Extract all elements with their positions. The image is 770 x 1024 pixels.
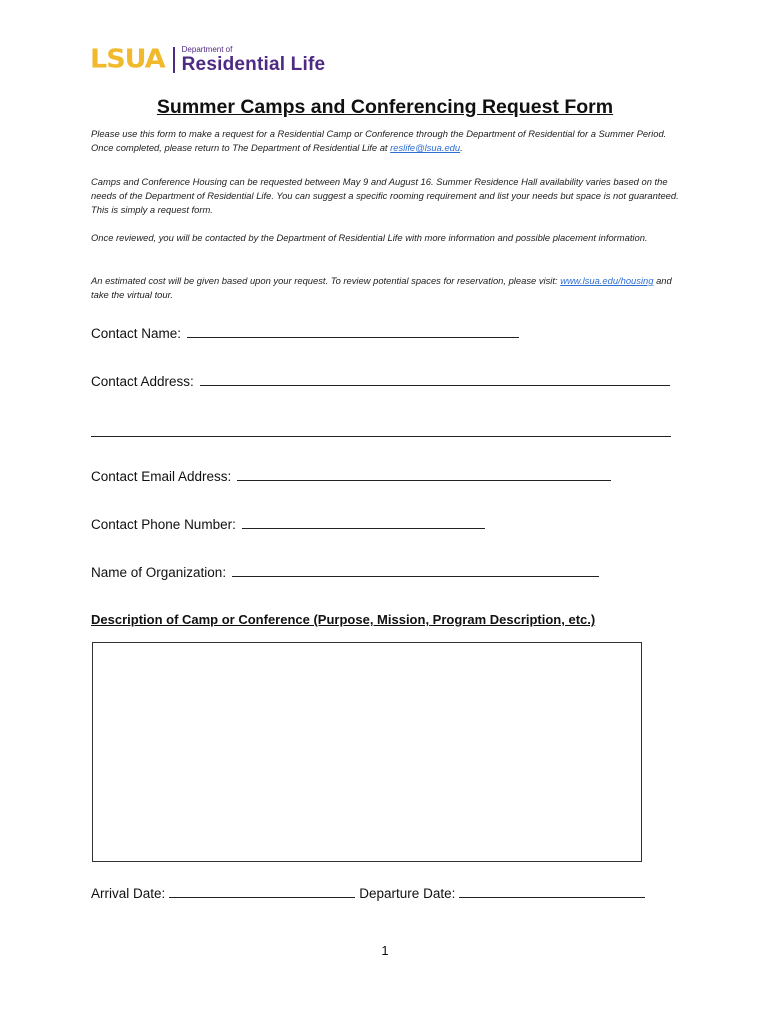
- housing-link[interactable]: www.lsua.edu/housing: [560, 275, 654, 286]
- contact-address-label: Contact Address:: [91, 374, 194, 389]
- review-paragraph: Once reviewed, you will be contacted by the Department of Residential Life with more information and possible placement information.: [91, 232, 648, 243]
- contact-phone-field[interactable]: [91, 517, 485, 532]
- contact-name-label: Contact Name:: [91, 326, 182, 341]
- organization-label: Name of Organization:: [91, 565, 227, 580]
- departure-date-label: Departure Date:: [359, 886, 456, 901]
- organization-field[interactable]: [91, 565, 599, 580]
- contact-address-line-2[interactable]: [91, 436, 671, 437]
- contact-phone-label: Contact Phone Number:: [91, 517, 236, 532]
- contact-phone-line[interactable]: [242, 527, 485, 529]
- intro-paragraph: Please use this form to make a request for a Residential Camp or Conference through the Department of Residential for a Summer Period. Once completed, please return to The Department of Residential Life at reslife@lsua.edu.: [91, 128, 667, 153]
- contact-name-field[interactable]: [91, 326, 519, 341]
- contact-name-line[interactable]: [187, 336, 519, 338]
- arrival-date-label: Arrival Date:: [91, 886, 166, 901]
- form-title: Summer Camps and Conferencing Request Form: [156, 96, 614, 118]
- reslife-email-link[interactable]: reslife@lsua.edu: [390, 142, 461, 153]
- contact-address-line[interactable]: [200, 384, 670, 386]
- page-number: 1: [381, 943, 389, 958]
- organization-line[interactable]: [232, 575, 599, 577]
- logo-divider: [173, 47, 175, 73]
- contact-email-label: Contact Email Address:: [91, 469, 232, 484]
- arrival-date-line[interactable]: [169, 896, 355, 898]
- availability-paragraph: Camps and Conference Housing can be requested between May 9 and August 16. Summer Residence Hall availability varies based on the needs of the Department of Residential Life. You can suggest a specific rooming requirement and list your needs but space is not guaranteed. This is simply a request form.: [91, 176, 679, 215]
- contact-address-field[interactable]: [91, 374, 670, 389]
- logo-dept-label: Department of: [181, 45, 233, 54]
- dates-row: [91, 886, 649, 901]
- lsua-residential-life-logo: [90, 45, 325, 75]
- contact-email-field[interactable]: [91, 469, 611, 484]
- departure-date-line[interactable]: [459, 896, 645, 898]
- contact-email-line[interactable]: [237, 479, 611, 481]
- logo-department-text: [182, 46, 326, 74]
- lsua-logo-mark: LSUA: [90, 44, 165, 75]
- logo-dept-name: Residential Life: [181, 54, 326, 75]
- description-textbox[interactable]: [92, 642, 642, 862]
- description-heading: Description of Camp or Conference (Purpose, Mission, Program Description, etc.): [91, 612, 596, 627]
- cost-paragraph: An estimated cost will be given based upon your request. To review potential spaces for reservation, please visit: www.lsua.edu/housing and take the virtual tour.: [91, 275, 672, 300]
